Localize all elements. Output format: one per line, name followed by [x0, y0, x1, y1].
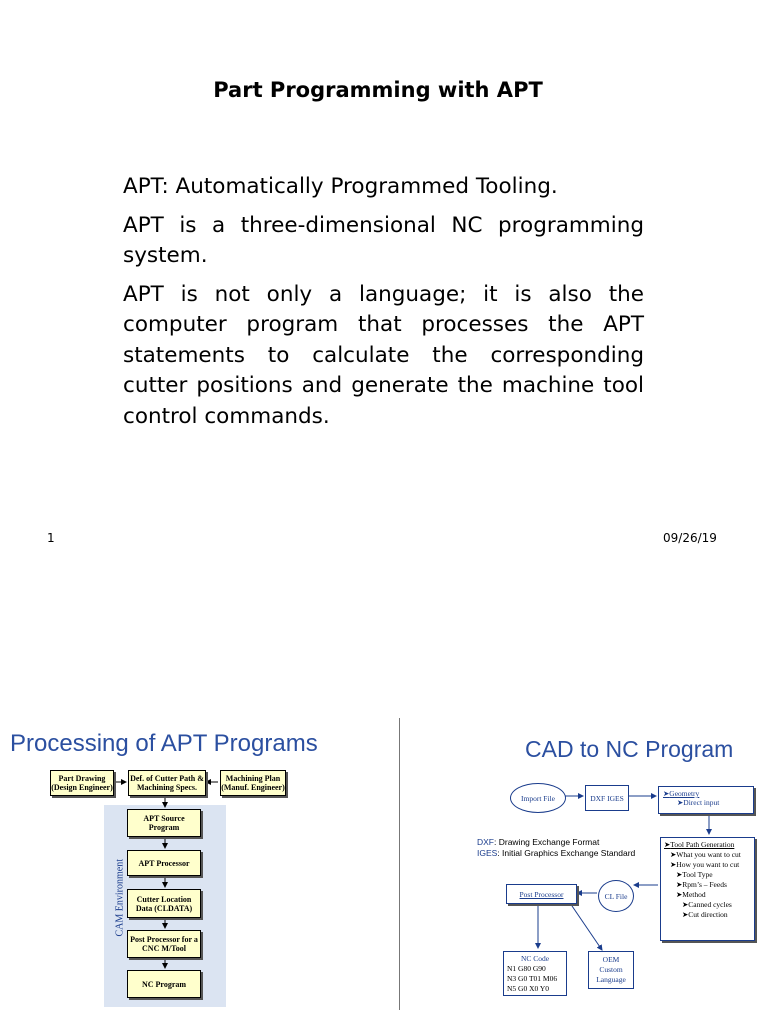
- legend-dxf: DXF: Drawing Exchange Format: [477, 837, 600, 847]
- slide-title: Part Programming with APT: [213, 78, 543, 102]
- toolpath-item: ➤How you want to cut: [670, 860, 740, 869]
- nc-code-title: NC Code: [520, 954, 550, 963]
- legend-iges: IGES: Initial Graphics Exchange Standard: [477, 848, 636, 858]
- page-date: 09/26/19: [663, 531, 717, 545]
- nc-program-box: NC Program: [127, 970, 201, 998]
- cam-environment-label: CAM Environment: [114, 859, 126, 937]
- post-processor-node: Post Processor: [506, 884, 577, 904]
- cl-file-node: CL File: [598, 880, 634, 912]
- left-diagram-title: Processing of APT Programs: [10, 730, 318, 757]
- post-processor-box: Post Processor for a CNC M/Tool: [127, 930, 201, 958]
- import-file-node: Import File: [510, 783, 566, 813]
- cutter-path-box: Def. of Cutter Path & Machining Specs.: [128, 770, 206, 796]
- nc-code-line: N5 G0 X0 Y0: [507, 984, 550, 993]
- toolpath-sub: ➤Method: [676, 890, 706, 899]
- dxf-iges-node: DXF IGES: [585, 785, 629, 811]
- apt-processor-box: APT Processor: [127, 850, 201, 876]
- toolpath-subsub: ➤Canned cycles: [682, 900, 732, 909]
- toolpath-box: [660, 837, 755, 941]
- toolpath-item: ➤What you want to cut: [670, 850, 741, 859]
- toolpath-title: ➤Tool Path Generation: [664, 840, 735, 849]
- geometry-box: [658, 786, 754, 814]
- toolpath-subsub: ➤Cut direction: [682, 910, 728, 919]
- nc-code-box: [503, 951, 567, 996]
- paragraph-2: APT is a three-dimensional NC programming system.: [123, 212, 644, 268]
- part-drawing-box: Part Drawing (Design Engineer): [50, 770, 114, 796]
- apt-source-box: APT Source Program: [127, 809, 201, 837]
- machining-plan-box: Machining Plan (Manuf. Engineer): [220, 770, 286, 796]
- toolpath-sub: ➤Rpm’s – Feeds: [676, 880, 727, 889]
- page-number: 1: [47, 531, 55, 545]
- oem-node: OEM Custom Language: [588, 951, 634, 989]
- arrow: [570, 903, 602, 950]
- nc-code-line: N3 G0 T01 M06: [507, 974, 558, 983]
- paragraph-1: APT: Automatically Programmed Tooling.: [123, 174, 558, 199]
- geometry-item: ➤Direct input: [677, 798, 720, 807]
- paragraph-3: APT is not only a language; it is also the computer program that processes the APT statements to calculate the corresponding cutter positions and generate the machine tool control commands.: [123, 281, 644, 429]
- right-diagram-title: CAD to NC Program: [525, 736, 734, 762]
- nc-code-line: N1 G80 G90: [507, 964, 546, 973]
- toolpath-sub: ➤Tool Type: [676, 870, 713, 879]
- geometry-title: ➤Geometry: [663, 789, 700, 798]
- legend: [477, 837, 635, 859]
- divider: [399, 718, 400, 1010]
- cldata-box: Cutter Location Data (CLDATA): [127, 889, 201, 918]
